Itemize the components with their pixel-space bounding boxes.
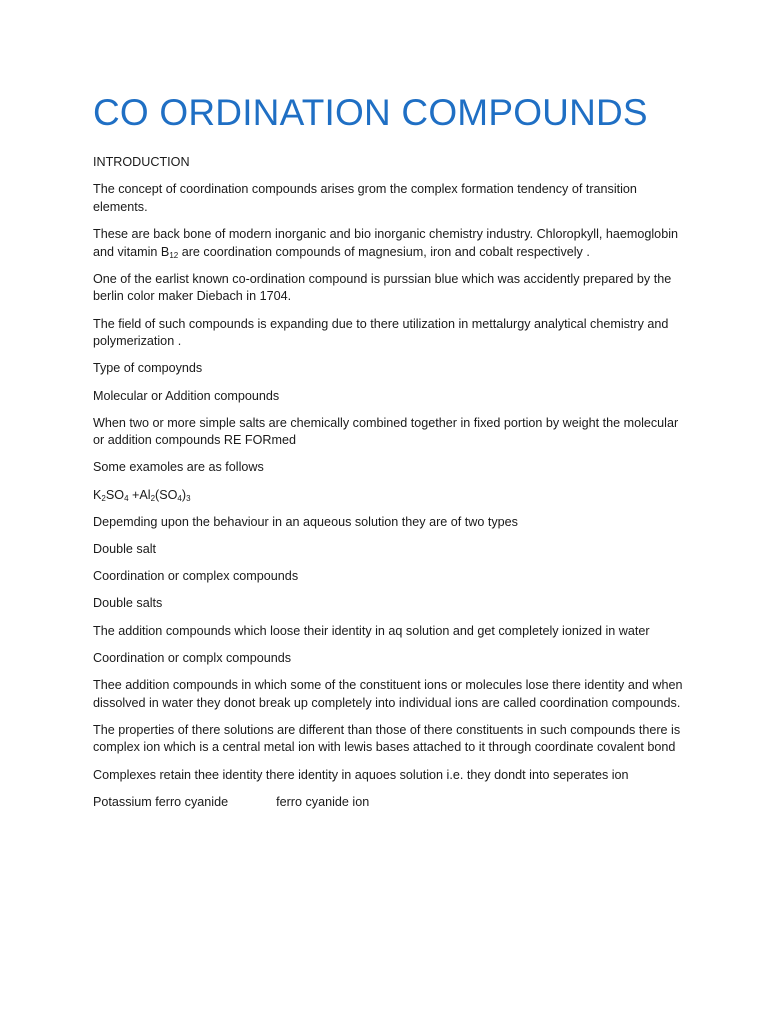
text-run: Potassium ferro cyanide bbox=[93, 794, 229, 809]
paragraph: The field of such compounds is expanding due to there utilization in mettalurgy analytical chemistry and polymerization . bbox=[93, 316, 669, 349]
subscript: 4 bbox=[124, 493, 129, 503]
subscript: 3 bbox=[186, 493, 191, 503]
formula-text: SO bbox=[105, 487, 125, 502]
text-run: are coordination compounds of magnesium, iron and cobalt respectively . bbox=[178, 244, 590, 259]
paragraph: Thee addition compounds in which some of the constituent ions or molecules lose there identity and when dissolved in water they donot break up completely into individual ions are called coordination compounds. bbox=[93, 677, 683, 710]
formula-text: K bbox=[93, 487, 102, 502]
paragraph: Coordination or complex compounds bbox=[93, 569, 299, 584]
subscript: 2 bbox=[101, 493, 106, 503]
formula-text: +Al bbox=[128, 487, 151, 502]
paragraph: Double salts bbox=[93, 596, 163, 611]
paragraph: Depemding upon the behaviour in an aqueous solution they are of two types bbox=[93, 514, 518, 529]
paragraph: One of the earlist known co-ordination compound is purssian blue which was accidently prepared by the berlin color maker Diebach in 1704. bbox=[93, 271, 672, 304]
subscript: 4 bbox=[177, 493, 182, 503]
document-body bbox=[93, 154, 683, 821]
formula-text: (SO bbox=[155, 487, 178, 502]
paragraph bbox=[93, 794, 683, 812]
text-run: ferro cyanide ion bbox=[276, 794, 370, 809]
paragraph: Coordination or complx compounds bbox=[93, 650, 292, 665]
paragraph: Double salt bbox=[93, 542, 157, 557]
subscript: 2 bbox=[150, 493, 156, 503]
document-title: CO ORDINATION COMPOUNDS bbox=[93, 92, 648, 133]
paragraph: Molecular or Addition compounds bbox=[93, 388, 280, 403]
subscript: 12 bbox=[169, 250, 179, 260]
paragraph: The addition compounds which loose their identity in aq solution and get completely ionized in water bbox=[93, 623, 650, 638]
section-heading-introduction: INTRODUCTION bbox=[93, 155, 190, 169]
paragraph: Complexes retain thee identity there identity in aquoes solution i.e. they dondt into seperates ion bbox=[93, 767, 629, 782]
paragraph: The properties of there solutions are different than those of there constituents in such compounds there is complex ion which is a central metal ion with lewis bases attached to it through coordinate covalent bond bbox=[93, 722, 681, 755]
formula-text: ) bbox=[181, 487, 187, 502]
paragraph bbox=[93, 226, 683, 261]
paragraph: Type of compoynds bbox=[93, 361, 203, 376]
paragraph: The concept of coordination compounds arises grom the complex formation tendency of transition elements. bbox=[93, 182, 637, 214]
paragraph: Some examoles are as follows bbox=[93, 460, 264, 475]
text-run: These are back bone of modern inorganic and bio inorganic chemistry industry. Chloropkyll, haemoglobin and vitamin B bbox=[93, 226, 678, 259]
paragraph: When two or more simple salts are chemically combined together in fixed portion by weight the molecular or addition compounds RE FORmed bbox=[93, 415, 679, 448]
chemical-formula bbox=[93, 487, 683, 505]
